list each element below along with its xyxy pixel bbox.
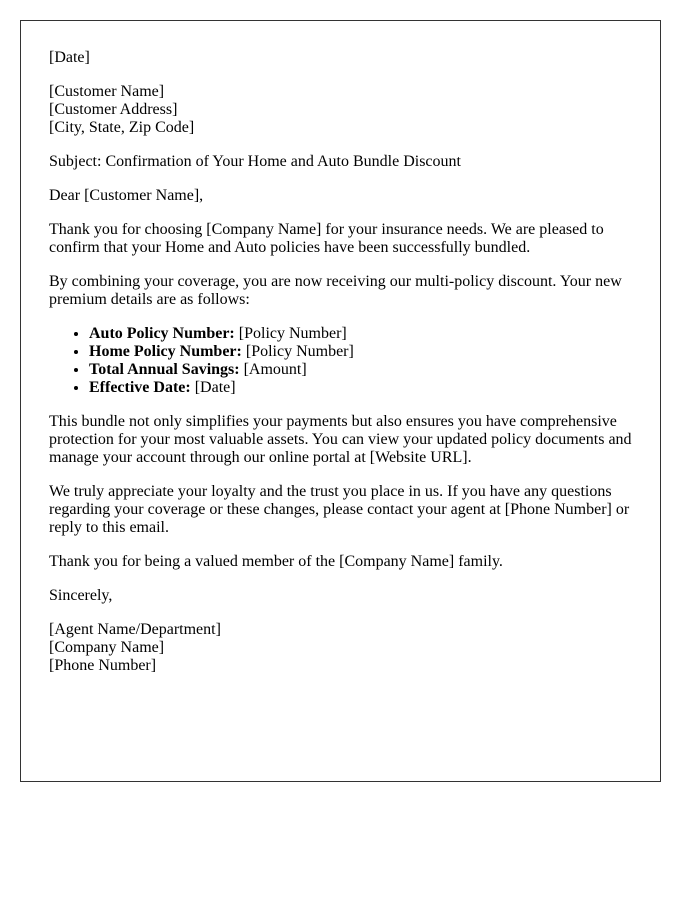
detail-value: [Policy Number]	[241, 343, 354, 360]
policy-details-list	[49, 325, 632, 397]
detail-value: [Date]	[190, 379, 236, 396]
letter-document	[20, 20, 661, 782]
letter-salutation: Dear [Customer Name],	[49, 187, 204, 204]
signature-phone: [Phone Number]	[49, 657, 157, 674]
detail-value: [Amount]	[239, 361, 307, 378]
paragraph-appreciation: We truly appreciate your loyalty and the trust you place in us. If you have any questions regarding your coverage or these changes, please contact your agent at [Phone Number] or reply to this email.	[49, 483, 630, 536]
list-item-annual-savings	[89, 361, 632, 379]
recipient-city-line: [City, State, Zip Code]	[49, 119, 195, 136]
letter-date: [Date]	[49, 49, 90, 66]
paragraph-intro: Thank you for choosing [Company Name] for your insurance needs. We are pleased to confirm that your Home and Auto policies have been successfully bundled.	[49, 221, 604, 256]
signature-agent: [Agent Name/Department]	[49, 621, 221, 638]
detail-label: Total Annual Savings:	[89, 361, 240, 378]
paragraph-benefits: This bundle not only simplifies your payments but also ensures you have comprehensive protection for your most valuable assets. You can view your updated policy documents and manage your account through our online portal at [Website URL].	[49, 413, 632, 466]
signature-company: [Company Name]	[49, 639, 165, 656]
list-item-home-policy	[89, 343, 632, 361]
recipient-name: [Customer Name]	[49, 83, 165, 100]
recipient-address: [Customer Address]	[49, 101, 178, 118]
detail-value: [Policy Number]	[234, 325, 347, 342]
detail-label: Effective Date:	[89, 379, 191, 396]
paragraph-discount: By combining your coverage, you are now receiving our multi-policy discount. Your new premium details are as follows:	[49, 273, 622, 308]
letter-subject: Subject: Confirmation of Your Home and Auto Bundle Discount	[49, 153, 461, 170]
recipient-address-block	[49, 83, 632, 137]
detail-label: Auto Policy Number:	[89, 325, 235, 342]
list-item-effective-date	[89, 379, 632, 397]
signature-block	[49, 621, 632, 675]
letter-closing: Sincerely,	[49, 587, 113, 604]
list-item-auto-policy	[89, 325, 632, 343]
detail-label: Home Policy Number:	[89, 343, 242, 360]
paragraph-thanks: Thank you for being a valued member of the [Company Name] family.	[49, 553, 503, 570]
